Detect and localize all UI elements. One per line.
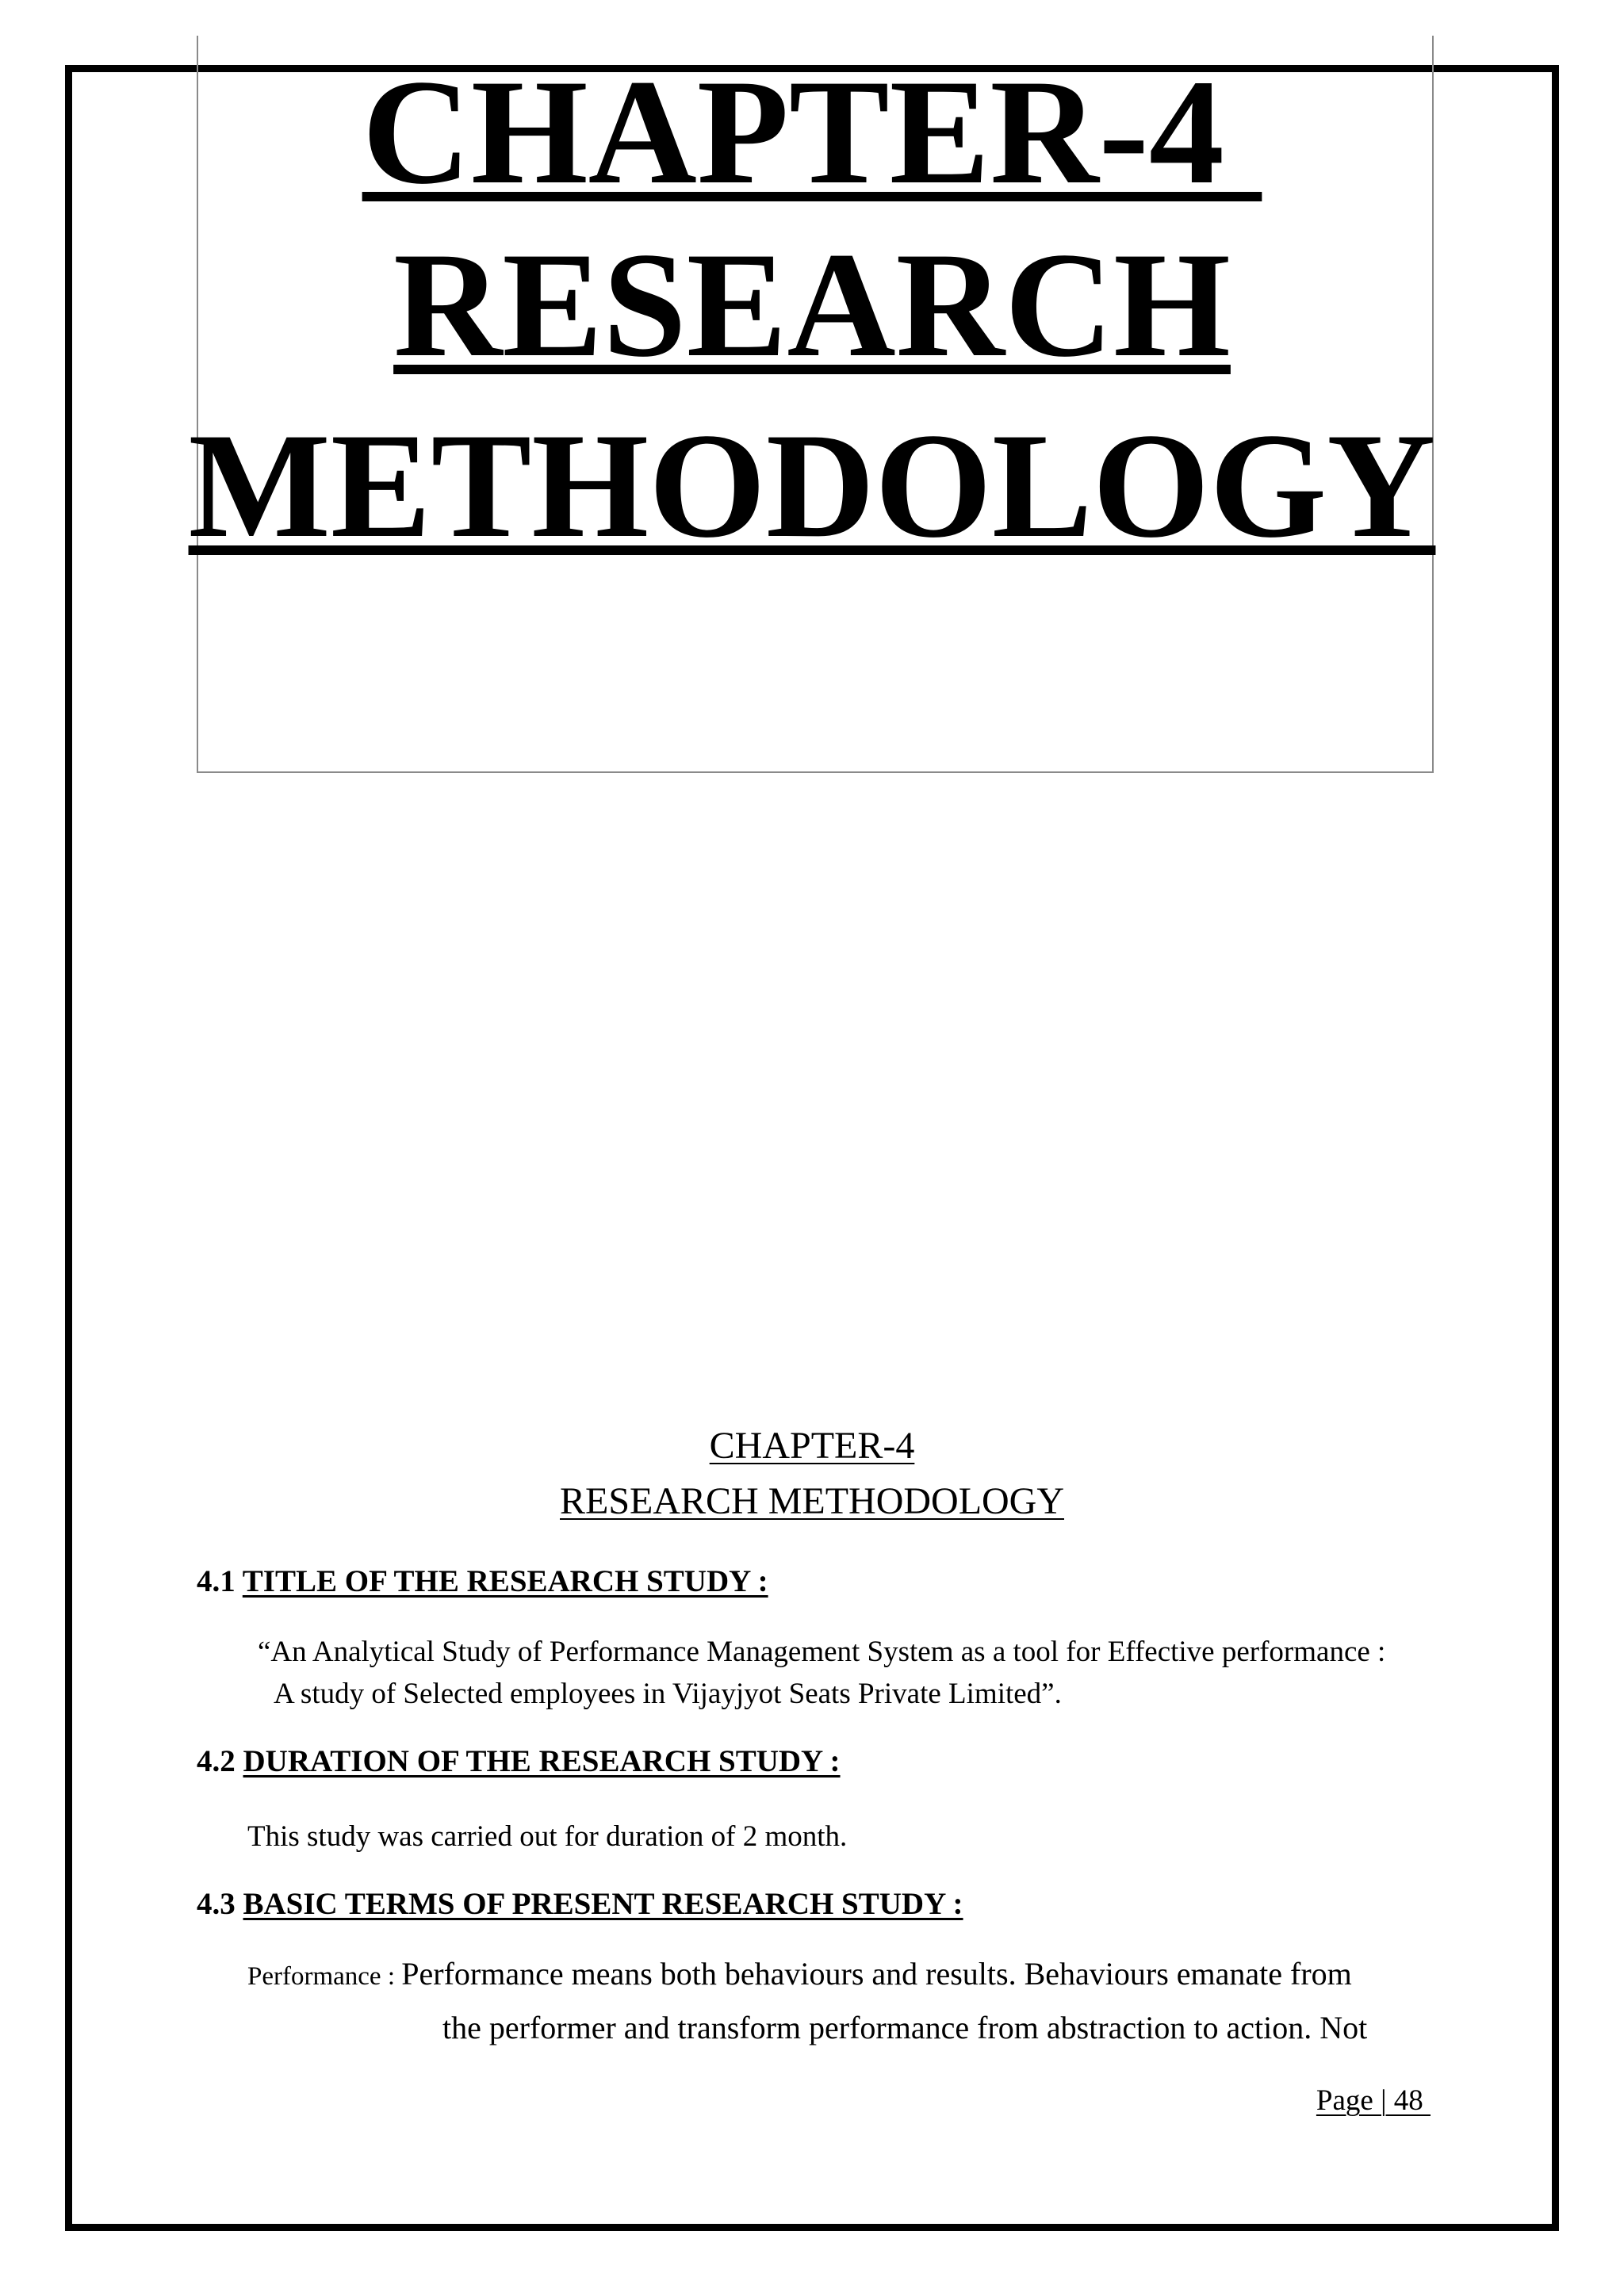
section-4-3-heading	[197, 1888, 963, 1919]
performance-definition-line-2: the performer and transform performance from abstraction to action. Not	[442, 2010, 1368, 2045]
section-label: BASIC TERMS OF PRESENT RESEARCH STUDY :	[243, 1887, 963, 1921]
performance-definition	[247, 1958, 1352, 1990]
chapter-subheading: RESEARCH METHODOLOGY	[560, 1480, 1064, 1522]
page-number: Page | 48	[1316, 2084, 1431, 2117]
cover-title-methodology: METHODOLOGY	[188, 403, 1436, 569]
duration-text: This study was carried out for duration of 2 month.	[247, 1820, 848, 1853]
cover-title-research: RESEARCH	[393, 222, 1231, 388]
section-4-1-heading	[197, 1566, 768, 1597]
cover-title-chapter: CHAPTER-4	[362, 49, 1262, 216]
section-number: 4.3	[197, 1887, 236, 1921]
study-title-line-1: “An Analytical Study of Performance Management System as a tool for Effective performance :	[258, 1636, 1386, 1668]
study-title-line-2: A study of Selected employees in Vijayjyot Seats Private Limited”.	[274, 1678, 1062, 1710]
section-label: DURATION OF THE RESEARCH STUDY :	[243, 1744, 841, 1778]
performance-term: Performance :	[247, 1962, 402, 1991]
section-4-2-heading	[197, 1746, 841, 1777]
section-number: 4.1	[197, 1564, 236, 1598]
section-number: 4.2	[197, 1744, 236, 1778]
section-label: TITLE OF THE RESEARCH STUDY :	[242, 1564, 768, 1598]
chapter-heading: CHAPTER-4	[709, 1425, 915, 1467]
performance-definition-line-1: Performance means both behaviours and results. Behaviours emanate from	[401, 1956, 1352, 1992]
